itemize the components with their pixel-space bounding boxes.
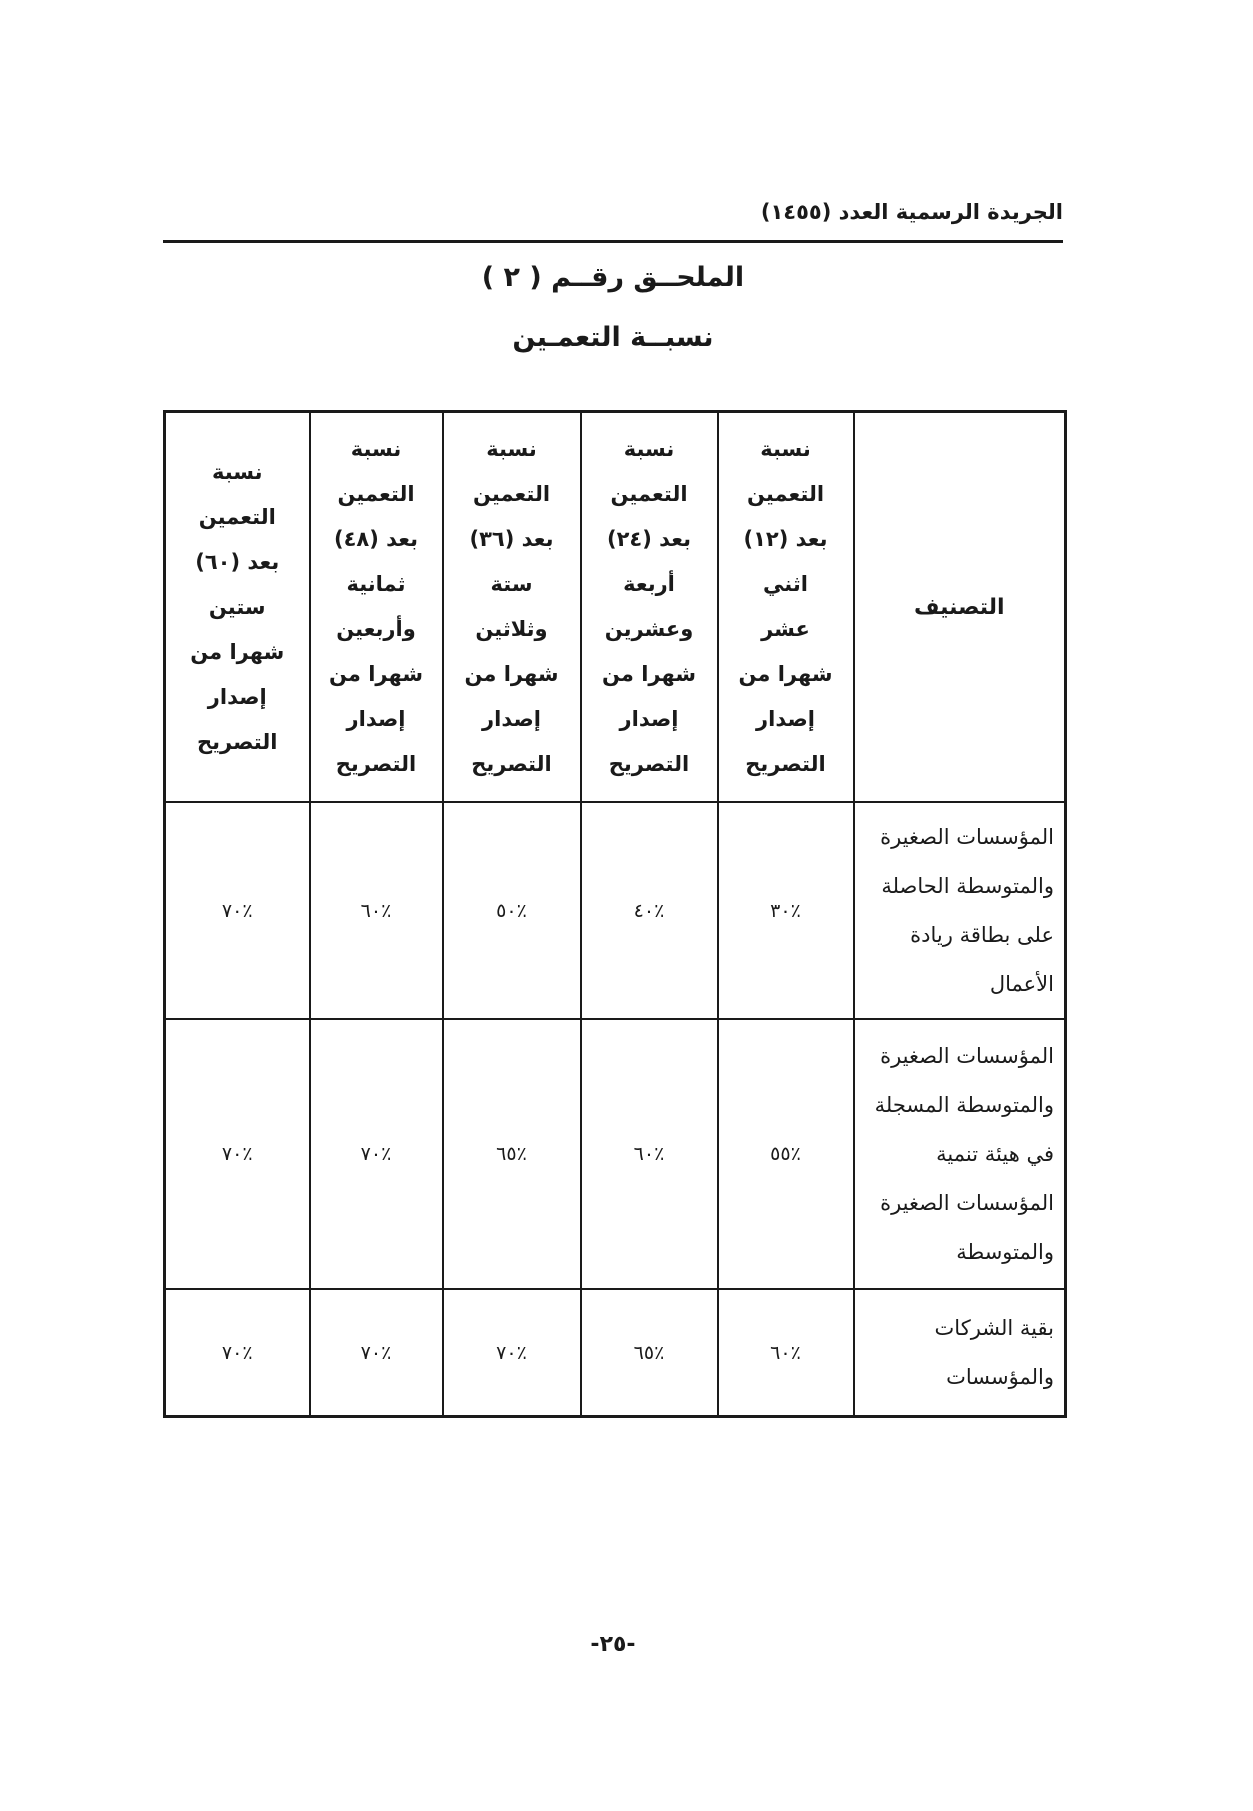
omanization-rate-table (163, 410, 1067, 1418)
table-row (165, 1019, 1066, 1289)
rate-cell: ٪٧٠ (165, 1019, 310, 1289)
column-header-label: نسبة التعمين بعد (٣٦) ستة وثلاثين شهرا من إصدار التصريح (464, 437, 559, 776)
rate-cell: ٪٧٠ (165, 1289, 310, 1417)
table-row (165, 1289, 1066, 1417)
rate-cell: ٪٧٠ (310, 1019, 443, 1289)
category-column-header: التصنيف (854, 412, 1066, 803)
column-header-12-months (718, 412, 854, 803)
column-header-36-months (443, 412, 581, 803)
header-divider (163, 240, 1063, 243)
page-header: الجريدة الرسمية العدد (١٤٥٥) (760, 200, 1063, 224)
column-header-48-months (310, 412, 443, 803)
page-number: -٢٥- (590, 1632, 636, 1657)
row-category: المؤسسات الصغيرة والمتوسطة الحاصلة على بطاقة ريادة الأعمال (854, 802, 1066, 1019)
row-category: المؤسسات الصغيرة والمتوسطة المسجلة في هيئة تنمية المؤسسات الصغيرة والمتوسطة (854, 1019, 1066, 1289)
rate-cell: ٪٧٠ (310, 1289, 443, 1417)
column-header-label: نسبة التعمين بعد (١٢) اثني عشر شهرا من إصدار التصريح (738, 437, 833, 776)
column-header-label: نسبة التعمين بعد (٢٤) أربعة وعشرين شهرا من إصدار التصريح (602, 437, 696, 776)
rate-cell: ٪٥٠ (443, 802, 581, 1019)
column-header-label: نسبة التعمين بعد (٦٠) ستين شهرا من إصدار التصريح (190, 459, 285, 754)
rate-cell: ٪٣٠ (718, 802, 854, 1019)
rate-cell: ٪٧٠ (165, 802, 310, 1019)
rate-cell: ٪٦٠ (581, 1019, 718, 1289)
table-title: نسبــة التعمـين (512, 322, 714, 353)
rate-cell: ٪٦٠ (310, 802, 443, 1019)
column-header-24-months (581, 412, 718, 803)
rate-cell: ٪٦٥ (581, 1289, 718, 1417)
column-header-label: نسبة التعمين بعد (٤٨) ثمانية وأربعين شهرا من إصدار التصريح (329, 437, 423, 776)
annex-title: الملحــق رقــم ( ٢ ) (481, 262, 745, 293)
column-header-60-months (165, 412, 310, 803)
rate-cell: ٪٦٠ (718, 1289, 854, 1417)
table-row (165, 802, 1066, 1019)
rate-cell: ٪٦٥ (443, 1019, 581, 1289)
table-header-row (165, 412, 1066, 803)
rate-cell: ٪٧٠ (443, 1289, 581, 1417)
rate-cell: ٪٤٠ (581, 802, 718, 1019)
row-category: بقية الشركات والمؤسسات (854, 1289, 1066, 1417)
rate-cell: ٪٥٥ (718, 1019, 854, 1289)
